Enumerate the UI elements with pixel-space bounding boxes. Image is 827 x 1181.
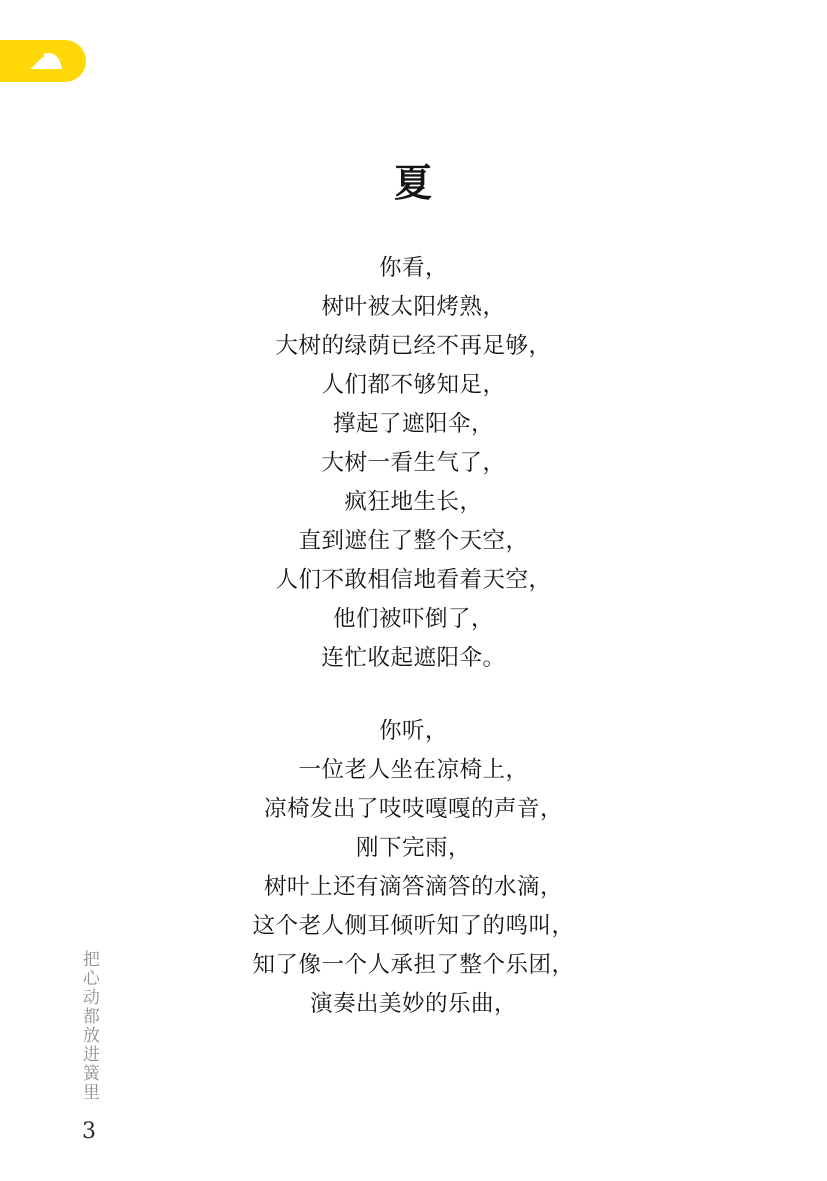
poem-line: 撑起了遮阳伞，	[332, 410, 494, 436]
poem-line: 树叶上还有滴答滴答的水滴，	[263, 873, 563, 899]
poem-line: 你看，	[378, 254, 448, 280]
logo-badge	[0, 40, 86, 82]
poem-line: 他们被吓倒了，	[332, 605, 494, 631]
page-title: 夏	[393, 160, 433, 205]
footer-block	[72, 938, 106, 1143]
page-number: 3	[82, 1119, 96, 1144]
poem-line: 凉椅发出了吱吱嘎嘎的声音，	[263, 795, 563, 821]
poem-line: 这个老人侧耳倾听知了的鸣叫，	[252, 912, 575, 938]
poem-line: 疯狂地生长，	[344, 488, 483, 514]
poem-line: 人们不敢相信地看着天空，	[275, 566, 552, 592]
poem-body	[0, 160, 827, 1023]
poem-stanza-1	[0, 248, 827, 677]
poem-line: 刚下完雨，	[355, 834, 471, 860]
poem-line: 人们都不够知足，	[321, 371, 506, 397]
poem-line: 大树的绿荫已经不再足够，	[275, 332, 552, 358]
book-title-vertical: 把心动都放进簧里	[79, 949, 99, 1102]
poem-line: 直到遮住了整个天空，	[298, 527, 529, 553]
poem-line: 你听，	[378, 717, 448, 743]
poem-line: 知了像一个人承担了整个乐团，	[252, 951, 575, 977]
poem-line: 树叶被太阳烤熟，	[321, 293, 506, 319]
poem-line: 一位老人坐在凉椅上，	[298, 756, 529, 782]
poem-stanza-2	[0, 711, 827, 1023]
poem-line: 演奏出美妙的乐曲，	[309, 990, 517, 1016]
poem-line: 大树一看生气了，	[321, 449, 506, 475]
poem-line: 连忙收起遮阳伞。	[321, 644, 506, 670]
mountain-wave-logo-icon	[21, 49, 65, 73]
